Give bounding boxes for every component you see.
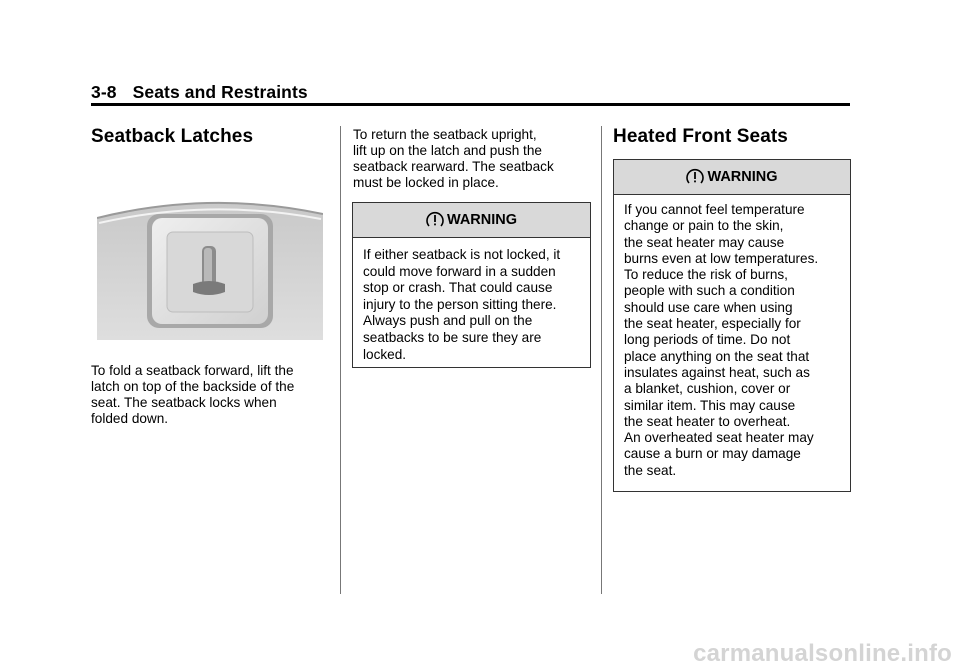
heading-seatback-latches: Seatback Latches bbox=[91, 126, 254, 147]
text-line: place anything on the seat that bbox=[624, 348, 810, 364]
text-line: Always push and pull on the bbox=[363, 313, 533, 329]
text-line: the seat. bbox=[624, 462, 677, 478]
seatback-latch-illustration bbox=[97, 196, 323, 340]
text-line: To fold a seatback forward, lift the bbox=[91, 363, 294, 378]
text-line: If either seatback is not locked, it bbox=[363, 247, 561, 262]
paragraph-return-seatback bbox=[353, 127, 591, 191]
text-line: lift up on the latch and push the bbox=[353, 143, 542, 159]
header-rule bbox=[91, 103, 850, 106]
text-line: people with such a condition bbox=[624, 283, 795, 299]
section-title: Seats and Restraints bbox=[132, 82, 308, 102]
heading-heated-front-seats: Heated Front Seats bbox=[613, 126, 788, 147]
column-left-text bbox=[91, 363, 325, 427]
text-line: stop or crash. That could cause bbox=[363, 280, 553, 296]
text-line: should use care when using bbox=[624, 299, 793, 315]
section-number: 3-8 bbox=[91, 82, 117, 102]
text-line: the seat heater to overheat. bbox=[624, 413, 791, 429]
text-line: long periods of time. Do not bbox=[624, 332, 791, 348]
warning-label: WARNING bbox=[707, 169, 778, 185]
text-line: If you cannot feel temperature bbox=[624, 202, 805, 217]
text-line: change or pain to the skin, bbox=[624, 218, 784, 234]
column-left bbox=[91, 126, 325, 148]
text-line: seatback rearward. The seatback bbox=[353, 159, 554, 175]
watermark: carmanualsonline.info bbox=[693, 640, 952, 667]
text-line: An overheated seat heater may bbox=[624, 430, 814, 446]
text-line: burns even at low temperatures. bbox=[624, 250, 819, 266]
text-line: injury to the person sitting there. bbox=[363, 296, 557, 312]
column-middle bbox=[353, 127, 591, 191]
warning-label: WARNING bbox=[446, 212, 518, 228]
warning-box-seatback bbox=[352, 202, 591, 368]
text-line: insulates against heat, such as bbox=[624, 364, 810, 380]
warning-text bbox=[353, 238, 590, 371]
text-line: cause a burn or may damage bbox=[624, 446, 801, 462]
text-line: folded down. bbox=[91, 411, 169, 427]
text-line: seatbacks to be sure they are bbox=[363, 329, 542, 345]
column-divider-right bbox=[601, 126, 602, 594]
text-line: seat. The seatback locks when bbox=[91, 395, 277, 411]
warning-box-heated-seats bbox=[613, 159, 851, 492]
text-line: the seat heater may cause bbox=[624, 234, 785, 250]
text-line: the seat heater, especially for bbox=[624, 316, 801, 332]
text-line: similar item. This may cause bbox=[624, 397, 796, 413]
text-line: To reduce the risk of burns, bbox=[624, 267, 788, 283]
warning-icon bbox=[426, 211, 444, 229]
warning-text bbox=[614, 195, 850, 487]
text-line: could move forward in a sudden bbox=[363, 263, 556, 279]
warning-icon bbox=[686, 168, 704, 186]
warning-header bbox=[353, 203, 590, 238]
column-right bbox=[613, 126, 851, 148]
text-line: a blanket, cushion, cover or bbox=[624, 381, 791, 397]
paragraph-fold-seatback bbox=[91, 363, 325, 427]
text-line: latch on top of the backside of the bbox=[91, 379, 295, 395]
page-header bbox=[91, 82, 308, 103]
warning-header bbox=[614, 160, 850, 195]
text-line: To return the seatback upright, bbox=[353, 127, 537, 142]
column-divider-left bbox=[340, 126, 341, 594]
text-line: locked. bbox=[363, 346, 407, 362]
text-line: must be locked in place. bbox=[353, 175, 499, 191]
